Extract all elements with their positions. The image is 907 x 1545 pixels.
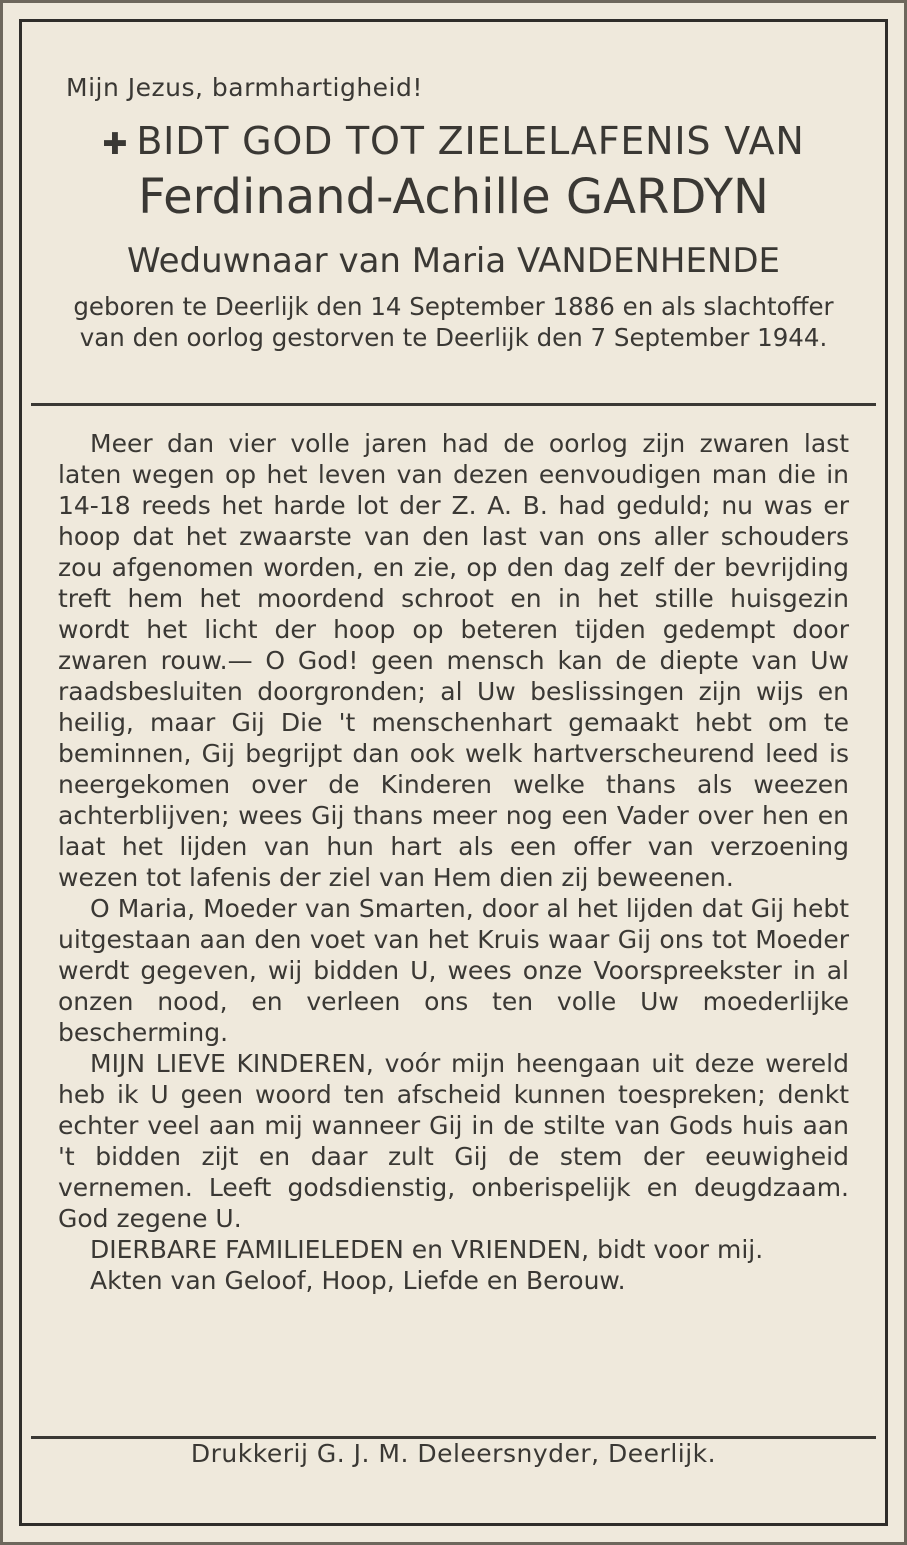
paragraph-acts: Akten van Geloof, Hoop, Liefde en Berouw. [90,1266,626,1295]
widower-line: Weduwnaar van Maria VANDENHENDE [126,241,781,281]
paragraph-children: MIJN LIEVE KINDEREN, voór mijn heengaan uit deze wereld heb ik U geen woord ten afscheid kunnen toespreken; denkt echter veel aan mij wanneer Gij in de stilte van Gods huis aan 't bidden zijt en daar zult Gij de stem der eeuwigheid vernemen. Leeft godsdienstig, onberispelijk en deugdzaam. God zegene U. [58,1049,849,1233]
paragraph-war: Meer dan vier volle jaren had de oorlog zijn zwaren last laten wegen op het leven van dezen eenvoudigen man die in 14-18 reeds het harde lot der Z. A. B. had geduld; nu was er hoop dat het zwaarste van den last van ons aller schouders zou afgenomen worden, en zie, op den dag zelf der bevrijding treft hem het moordend schroot en in het stille huisgezin wordt het licht der hoop op beteren tijden gedempt door zwaren rouw.— O God! geen mensch kan de diepte van Uw raadsbesluiten doorgronden; al Uw beslissingen zijn wijs en heilig, maar Gij Die 't menschenhart gemaakt hebt om te beminnen, Gij begrijpt dan ook welk hartverscheurend leed is neergekomen over de Kinderen welke thans als weezen achterblijven; wees Gij thans meer nog een Vader over hen en laat het lijden van hun hart als een offer van verzoening wezen tot lafenis der ziel van Hem dien zij beweenen. [58,429,849,892]
card-body [58,428,849,1296]
top-divider [31,403,876,406]
deceased-name: Ferdinand-Achille GARDYN [138,169,769,225]
printer-credit: Drukkerij G. J. M. Deleersnyder, Deerlijk. [190,1439,717,1468]
paragraph-maria: O Maria, Moeder van Smarten, door al het lijden dat Gij hebt uitgestaan aan den voet van het Kruis waar Gij ons tot Moeder werdt gegeven, wij bidden U, wees onze Voorspreekster in al onzen nood, en verleen ons ten volle Uw moederlijke bescherming. [58,894,849,1047]
birth-death-text: geboren te Deerlijk den 14 September 1886 en als slachtoffer van den oorlog gestorven te Deerlijk den 7 September 1944. [73,292,834,352]
prayer-title: BIDT GOD TOT ZIELELAFENIS VAN [136,119,805,163]
prayer-title-line [41,119,866,163]
invocation-text: Mijn Jezus, barmhartigheid! [66,73,423,102]
cross-icon: ✚ [102,127,129,162]
paragraph-family: DIERBARE FAMILIELEDEN en VRIENDEN, bidt voor mij. [90,1235,764,1264]
